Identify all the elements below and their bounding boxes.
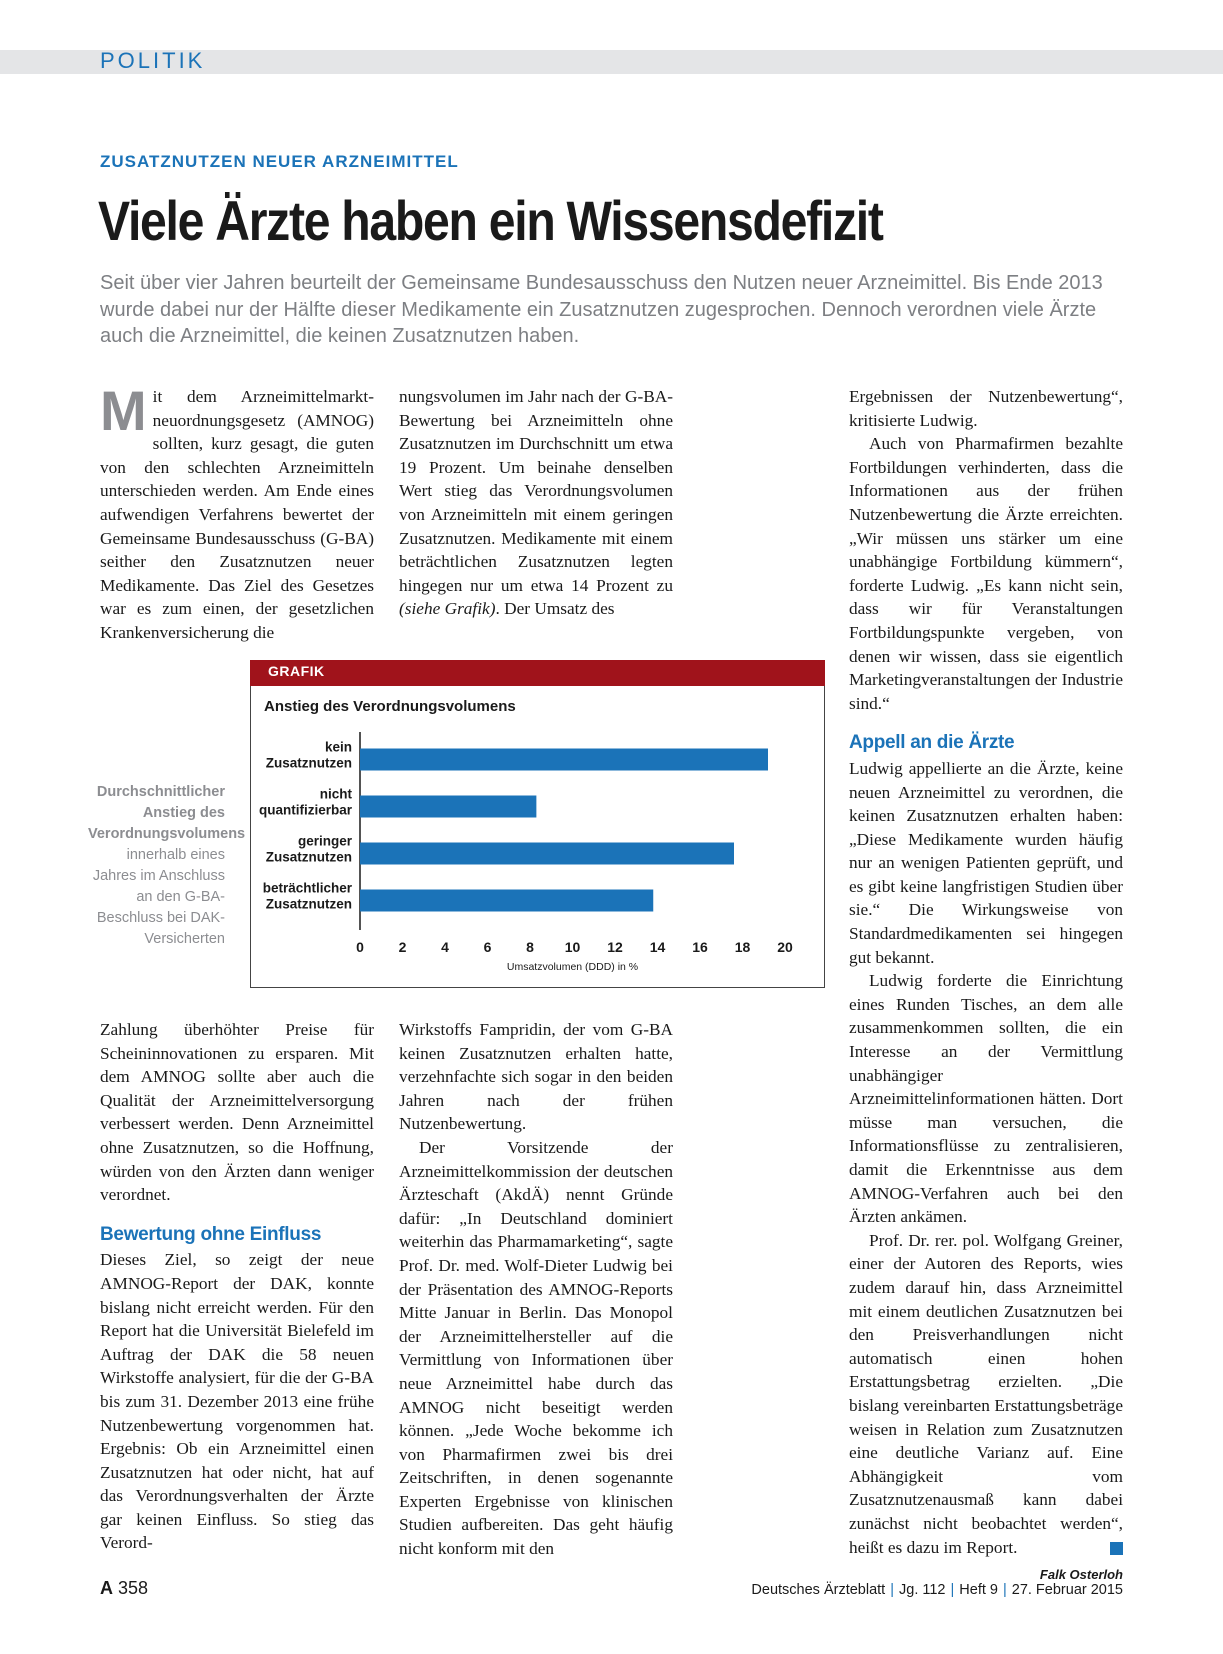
paragraph: Dieses Ziel, so zeigt der neue AMNOG-Report der DAK, konnte bislang nicht erreicht werden. Für den Report hat die Universität Bielefeld im Auftrag der DAK die 58 neuen Wirkstoffe analysiert, für die der G-BA bis zum 31. Dezember 2013 eine frühe Nutzenbewertung vorgenommen hat. Ergebnis: Ob ein Arzneimittel einen Zusatznutzen hat oder nicht, hat auf das Verordnungsverhalten der Ärzte gar keinen Einfluss. So stieg das Verord- (100, 1250, 374, 1553)
author-name: Falk Osterloh (1039, 1567, 1123, 1583)
bar-chart (250, 728, 825, 986)
bar-0 (360, 749, 768, 771)
journal-issue: Heft 9 (959, 1582, 998, 1598)
paragraph: Der Vorsitzende der Arzneimittelkommission der deutschen Ärzteschaft (AkdÄ) nennt Gründe dafür: „In Deutschland dominiert weiterhin das Pharmamarketing“, sagte Prof. Dr. med. Wolf-Dieter Ludwig bei der Präsentation des AMNOG-Reports Mitte Januar in Berlin. Das Monopol der Arzneimittelhersteller auf die Vermittlung von Informationen über neue Arzneimittel habe durch das AMNOG nicht beseitigt werden können. „Jede Woche bekomme ich von Pharmafirmen zwei bis drei Zeitschriften, in denen sogenannte Experten Ergebnisse von klinischen Studien aufbereiten. Das geht häufig nicht konform mit den (399, 1137, 673, 1559)
x-tick-label: 12 (607, 939, 623, 955)
paragraph: Ergebnissen der Nutzenbewertung“, kritisierte Ludwig. (849, 387, 1123, 430)
page-number-value: 358 (118, 1578, 149, 1598)
subheading: Bewertung ohne Einfluss (100, 1223, 322, 1245)
category-label: Zusatznutzen (265, 896, 352, 912)
page-prefix: A (100, 1578, 113, 1598)
x-tick-label: 0 (356, 939, 364, 955)
x-tick-label: 14 (649, 939, 666, 955)
chart-caption (88, 782, 246, 950)
x-axis-label: Umsatzvolumen (DDD) in % (506, 961, 639, 973)
x-tick-label: 8 (526, 939, 534, 955)
paragraph: nungsvolumen im Jahr nach der G-BA-Bewertung bei Arzneimitteln ohne Zusatznutzen im Durchschnitt um etwa 19 Prozent. Um beinahe denselben Wert stieg das Verordnungsvolumen von Arzneimitteln mit einem geringen Zusatznutzen. Medikamente mit einem beträchtlichen Zusatznutzen legten hingegen nur um etwa 14 Prozent zu (399, 387, 673, 595)
column-3 (849, 385, 1123, 1587)
paragraph: Wirkstoffs Fampridin, der vom G-BA keinen Zusatznutzen erhalten hatte, verzehnfachte sich sogar in den beiden Jahren nach der frühen Nutzenbewertung. (399, 1020, 673, 1134)
category-label: Zusatznutzen (265, 849, 352, 865)
x-tick-label: 18 (734, 939, 751, 955)
article-lead: Seit über vier Jahren beurteilt der Gemeinsame Bundesausschuss den Nutzen neuer Arzneimittel. Bis Ende 2013 wurde dabei nur der Hälfte dieser Medikamente ein Zusatznutzen zugesprochen. Dennoch verordnen viele Ärzte auch die Arzneimittel, die keinen Zusatznutzen haben. (100, 272, 1103, 347)
category-label: kein (324, 739, 352, 755)
column-2-top (399, 385, 673, 621)
separator: | (1002, 1582, 1007, 1598)
caption-bold: Durchschnittlicher Anstieg des Verordnungsvolumens (88, 784, 246, 842)
x-tick-label: 4 (441, 939, 449, 955)
paragraph: Auch von Pharmafirmen bezahlte Fortbildungen verhinderten, dass die Informationen aus der frühen Nutzenbewertung die Ärzte erreichten. „Wir müssen uns stärker um eine unabhängige Fortbildung kümmern“, forderte Ludwig. „Es kann nicht sein, dass wir für Veranstaltungen Fortbildungspunkte vergeben, von denen wir wissen, dass sie eigentlich Marketingveranstaltungen der Industrie sind.“ (849, 434, 1123, 713)
paragraph-text: Prof. Dr. rer. pol. Wolfgang Greiner, einer der Autoren des Reports, wies zudem darauf hin, dass Arzneimittel mit einem deutlichen Zusatznutzen bei den Preisverhandlungen nicht automatisch einen hohen Erstattungsbetrag erzielten. „Die bislang vereinbarten Erstattungsbeträge weisen in Relation zum Zusatznutzen eine deutliche Varianz auf. Eine Abhängigkeit vom Zusatznutzenausmaß kann dabei zunächst nicht beobachtet werden“, heißt es dazu im Report. (849, 1230, 1123, 1557)
paragraph (849, 1229, 1123, 1559)
category-label: nicht (319, 786, 352, 802)
caption-text: innerhalb eines Jahres im Anschluss an den G-BA-Beschluss bei DAK-Versicherten (92, 847, 225, 947)
footer-citation (751, 1582, 1123, 1598)
category-label: Zusatznutzen (265, 755, 352, 771)
journal-date: 27. Februar 2015 (1011, 1582, 1123, 1598)
paragraph: Ludwig forderte die Einrichtung eines Runden Tisches, an dem alle zusammenkommen sollten, die ein Interesse an der Vermittlung unabhängiger Arzneimittelinformationen hätten. Dort müsse man versuchen, die Informationsflüsse zu zentralisieren, damit die Erkenntnisse aus dem AMNOG-Verfahren auch bei den Ärzten ankämen. (849, 971, 1123, 1227)
paragraph: Zahlung überhöhter Preise für Scheininnovationen zu ersparen. Mit dem AMNOG sollte aber auch die Qualität der Arzneimittelversorgung verbessert werden. Denn Arzneimittel ohne Zusatznutzen, so die Hoffnung, würden von den Ärzten dann weniger verordnet. (100, 1020, 374, 1205)
category-label: quantifizierbar (258, 802, 352, 818)
x-tick-label: 2 (398, 939, 407, 955)
journal-name: Deutsches Ärzteblatt (751, 1582, 886, 1598)
drop-cap: M (100, 379, 147, 442)
column-2-bottom (399, 1018, 673, 1561)
paragraph: Ludwig appellierte an die Ärzte, keine neuen Arzneimittel zu verordnen, die keinen Zusatznutzen erhalten haben: „Diese Medikamente wurden häufig nur an wenigen Patienten geprüft, und es gibt keine langfristigen Studien über sie.“ Die Wirkungsweise von Standardmedikamenten sei hingegen gut bekannt. (849, 758, 1123, 967)
article-kicker: ZUSATZNUTZEN NEUER ARZNEIMITTEL (100, 152, 459, 171)
bar-1 (360, 796, 536, 818)
column-1-bottom (100, 1018, 374, 1555)
x-tick-label: 10 (564, 939, 581, 955)
x-tick-label: 16 (692, 939, 708, 955)
section-label: POLITIK (100, 48, 206, 73)
page-number (100, 1578, 148, 1599)
bar-3 (360, 890, 653, 912)
grafik-label: GRAFIK (268, 663, 325, 679)
journal-volume: Jg. 112 (899, 1582, 946, 1598)
category-label: beträchtlicher (262, 880, 352, 896)
x-tick-label: 20 (777, 939, 793, 955)
chart-reference: (siehe Grafik) (399, 599, 496, 619)
separator: | (950, 1582, 955, 1598)
paragraph-end: . Der Umsatz des (495, 599, 615, 619)
bar-2 (360, 843, 734, 865)
subheading: Appell an die Ärzte (849, 732, 1015, 754)
chart-title: Anstieg des Verordnungsvolumens (264, 698, 516, 715)
end-mark-icon (1110, 1542, 1123, 1555)
separator: | (890, 1582, 894, 1598)
x-tick-label: 6 (483, 939, 492, 955)
grafik-header-bar (250, 660, 825, 686)
article-headline: Viele Ärzte haben ein Wissensdefizit (98, 189, 883, 252)
category-label: geringer (297, 833, 352, 849)
column-1-top (100, 379, 374, 645)
paragraph: it dem Arzneimittelmarktneuordnungsgesetz (AMNOG) sollten, kurz gesagt, die guten von den schlechten Arzneimitteln unterschieden werden. Am Ende eines aufwendigen Verfahrens bewertet der Gemeinsame Bundesausschuss (G-BA) seither den Zusatznutzen neuer Medikamente. Das Ziel des Gesetzes war es zum einen, der gesetzlichen Krankenversicherung die (100, 387, 374, 642)
